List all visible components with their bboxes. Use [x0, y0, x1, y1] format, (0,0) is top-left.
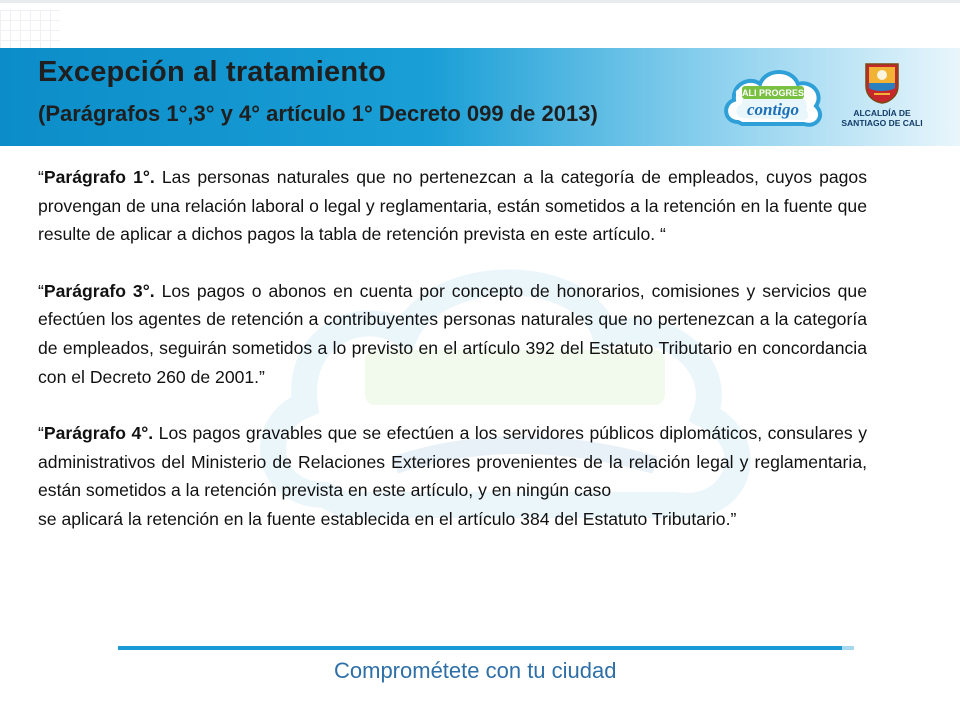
- alcaldia-logo: [836, 60, 928, 140]
- open-quote: “: [38, 423, 44, 444]
- paragraph-label: Parágrafo 3°.: [43, 280, 155, 301]
- paragraph-1: [38, 163, 867, 249]
- cali-progresa-logo: [720, 60, 826, 138]
- paragraph-text: Los pagos gravables que se efectúen a los servidores públicos diplomáticos, consulares y administrativos del Ministerio de Relaciones Exteriores provenientes de la relación legal y reglamentaria, están sometidos a la retención prevista en este artículo, y en ningún caso: [38, 423, 867, 501]
- page-title: Excepción al tratamiento: [38, 56, 387, 88]
- open-quote: “: [38, 280, 44, 301]
- paragraph-label: Parágrafo 1°.: [43, 167, 155, 187]
- paragraphs-container: [38, 163, 867, 534]
- alcaldia-line1: ALCALDÍA DE: [853, 108, 911, 118]
- cali-progresa-top-text: CALI PROGRESA: [735, 88, 811, 98]
- paragraph-text: Las personas naturales que no pertenezcan a la categoría de empleados, cuyos pagos provengan de una relación laboral o legal y reglamentaria, están sometidos a la retención en la fuente que resulte de aplicar a dichos pagos la tabla de retención prevista en este artículo. “: [38, 167, 868, 245]
- paragraph-4: [38, 419, 867, 505]
- paragraph-label: Parágrafo 4°.: [43, 423, 154, 444]
- footer-divider: [118, 646, 842, 650]
- footer-divider-end: [842, 646, 854, 650]
- cali-progresa-bottom-text: contigo: [747, 100, 799, 119]
- coat-of-arms-icon: [864, 62, 900, 104]
- paragraph-3: [38, 277, 867, 391]
- top-divider: [0, 0, 960, 3]
- paragraph-text: Los pagos o abonos en cuenta por concepto de honorarios, comisiones y servicios que efectúen los agentes de retención a contribuyentes personas naturales que no pertenezcan a la categoría de empleados, seguirán sometidos a lo previsto en el artículo 392 del Estatuto Tributario en concordancia con el Decreto 260 de 2001.”: [38, 280, 868, 387]
- alcaldia-line2: SANTIAGO DE CALI: [841, 118, 923, 128]
- paragraph-4-continuation: se aplicará la retención en la fuente establecida en el artículo 384 del Estatuto Tributario.”: [38, 508, 737, 529]
- footer-slogan: Comprométete con tu ciudad: [334, 658, 617, 683]
- open-quote: “: [38, 167, 44, 187]
- page-subtitle: (Parágrafos 1°,3° y 4° artículo 1° Decreto 099 de 2013): [38, 101, 598, 126]
